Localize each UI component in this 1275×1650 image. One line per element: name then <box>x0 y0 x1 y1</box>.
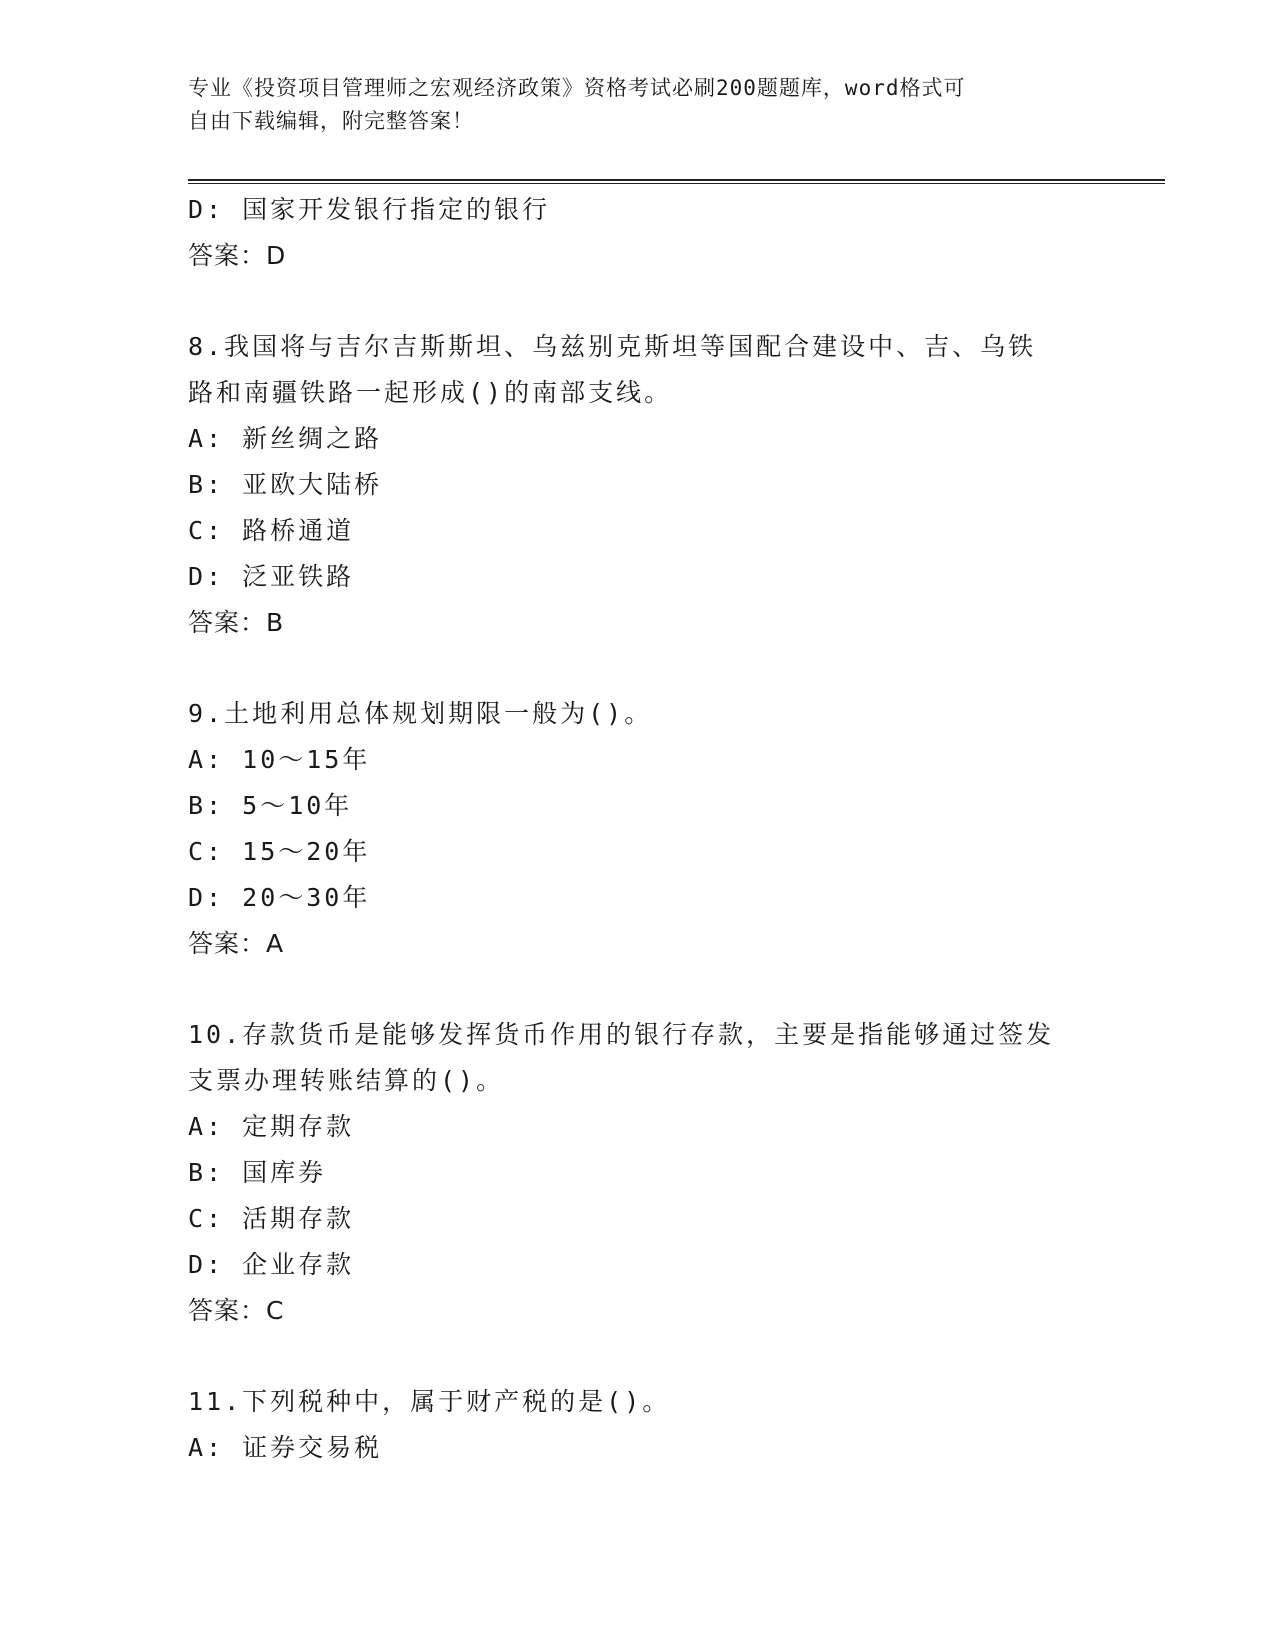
spacer <box>188 279 1088 324</box>
option-a: A: 定期存款 <box>188 1112 355 1141</box>
question-9 <box>188 691 1088 967</box>
question-11 <box>188 1379 1088 1471</box>
spacer <box>188 646 1088 691</box>
option-a: A: 10～15年 <box>188 745 371 774</box>
answer: 答案：A <box>188 929 285 958</box>
question-stem: 9.土地利用总体规划期限一般为()。 <box>188 699 653 728</box>
option-c: C: 路桥通道 <box>188 516 355 545</box>
question-stem-cont: 支票办理转账结算的()。 <box>188 1066 505 1095</box>
question-8 <box>188 324 1088 646</box>
option-a: A: 新丝绸之路 <box>188 424 383 453</box>
option-d: D: 企业存款 <box>188 1250 355 1279</box>
spacer <box>188 967 1088 1012</box>
header-line-2: 自由下载编辑，附完整答案！ <box>188 109 474 133</box>
question-10 <box>188 1012 1088 1334</box>
question-stem: 10.存款货币是能够发挥货币作用的银行存款，主要是指能够通过签发 <box>188 1020 1055 1049</box>
option-d: D: 20～30年 <box>188 883 371 912</box>
question-7-tail <box>188 187 1088 279</box>
option-b: B: 亚欧大陆桥 <box>188 470 383 499</box>
header-divider <box>188 179 1165 184</box>
question-list <box>188 187 1088 1471</box>
header-line-1: 专业《投资项目管理师之宏观经济政策》资格考试必刷200题题库，word格式可 <box>188 76 966 100</box>
question-stem: 8.我国将与吉尔吉斯斯坦、乌兹别克斯坦等国配合建设中、吉、乌铁 <box>188 332 1037 361</box>
option-b: B: 国库券 <box>188 1158 327 1187</box>
option-c: C: 活期存款 <box>188 1204 355 1233</box>
answer: 答案：C <box>188 1296 285 1325</box>
answer: 答案：B <box>188 608 285 637</box>
option-a: A: 证券交易税 <box>188 1433 383 1462</box>
option-d: D: 国家开发银行指定的银行 <box>188 195 551 224</box>
spacer <box>188 1334 1088 1379</box>
question-stem-cont: 路和南疆铁路一起形成()的南部支线。 <box>188 378 673 407</box>
option-c: C: 15～20年 <box>188 837 371 866</box>
question-stem: 11.下列税种中，属于财产税的是()。 <box>188 1387 671 1416</box>
answer: 答案：D <box>188 241 287 270</box>
option-b: B: 5～10年 <box>188 791 353 820</box>
document-header <box>188 72 1088 138</box>
option-d: D: 泛亚铁路 <box>188 562 355 591</box>
